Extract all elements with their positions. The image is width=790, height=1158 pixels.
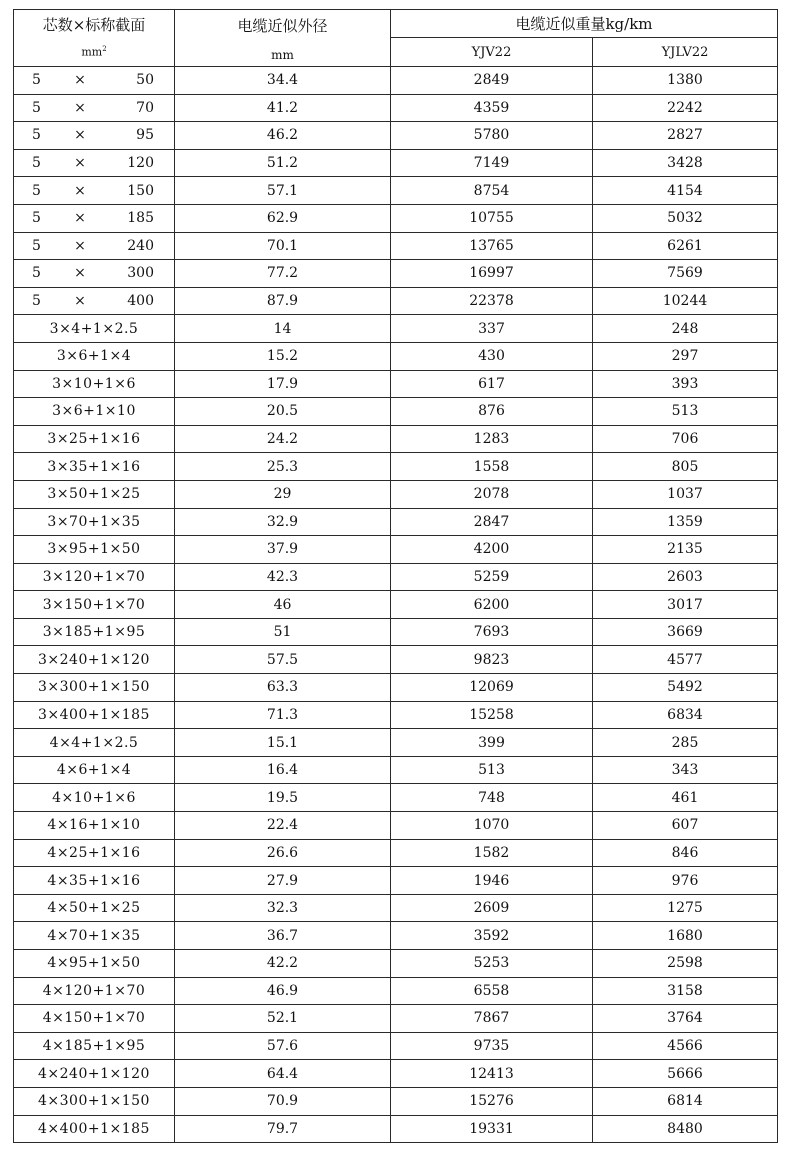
spec-combo: 4×16+1×10	[47, 817, 141, 834]
table-row	[14, 1115, 778, 1143]
spec-cell	[14, 756, 175, 784]
spec-cell	[14, 204, 175, 232]
yjv22-weight-cell: 1283	[391, 425, 593, 453]
spec-combo: 4×10+1×6	[52, 789, 136, 806]
spec-area: 400	[127, 293, 154, 310]
header-yjv22: YJV22	[391, 38, 593, 67]
spec-cores: 5	[32, 237, 41, 254]
spec-combo: 3×4+1×2.5	[49, 320, 139, 337]
spec-cell	[14, 950, 175, 978]
spec-cell	[14, 342, 175, 370]
diameter-cell: 51.2	[175, 149, 391, 177]
yjv22-weight-cell: 7149	[391, 149, 593, 177]
spec-times: ×	[74, 127, 86, 144]
header-spec-unit-exp: 2	[102, 45, 107, 54]
diameter-cell: 57.5	[175, 646, 391, 674]
table-row	[14, 674, 778, 702]
spec-times: ×	[74, 182, 86, 199]
diameter-cell: 71.3	[175, 701, 391, 729]
spec-cell	[14, 729, 175, 757]
yjlv22-weight-cell: 4154	[593, 177, 778, 205]
table-row	[14, 867, 778, 895]
spec-area: 150	[127, 182, 154, 199]
table-row	[14, 729, 778, 757]
cable-spec-sheet	[13, 9, 777, 1143]
spec-cell	[14, 1005, 175, 1033]
yjlv22-weight-cell: 5492	[593, 674, 778, 702]
yjv22-weight-cell: 6200	[391, 591, 593, 619]
spec-cores: 5	[32, 265, 41, 282]
spec-cell	[14, 812, 175, 840]
spec-combo: 3×70+1×35	[47, 513, 141, 530]
table-row	[14, 646, 778, 674]
table-row	[14, 453, 778, 481]
diameter-cell: 16.4	[175, 756, 391, 784]
table-row	[14, 1060, 778, 1088]
yjlv22-weight-cell: 1359	[593, 508, 778, 536]
spec-cores: 5	[32, 127, 41, 144]
table-row	[14, 370, 778, 398]
spec-combo: 3×120+1×70	[42, 568, 146, 585]
diameter-cell: 15.1	[175, 729, 391, 757]
yjv22-weight-cell: 748	[391, 784, 593, 812]
diameter-cell: 34.4	[175, 67, 391, 95]
spec-cell	[14, 1060, 175, 1088]
yjlv22-weight-cell: 846	[593, 839, 778, 867]
table-row	[14, 894, 778, 922]
yjlv22-weight-cell: 6834	[593, 701, 778, 729]
diameter-cell: 32.3	[175, 894, 391, 922]
spec-cell	[14, 149, 175, 177]
spec-times: ×	[74, 237, 86, 254]
yjv22-weight-cell: 5780	[391, 122, 593, 150]
table-row	[14, 287, 778, 315]
diameter-cell: 17.9	[175, 370, 391, 398]
yjlv22-weight-cell: 513	[593, 398, 778, 426]
diameter-cell: 25.3	[175, 453, 391, 481]
spec-cell	[14, 480, 175, 508]
spec-combo: 4×6+1×4	[56, 762, 132, 779]
cable-spec-table	[13, 9, 778, 1143]
diameter-cell: 42.2	[175, 950, 391, 978]
spec-cell	[14, 563, 175, 591]
diameter-cell: 24.2	[175, 425, 391, 453]
spec-split	[14, 155, 174, 171]
diameter-cell: 79.7	[175, 1115, 391, 1143]
yjlv22-weight-cell: 7569	[593, 260, 778, 288]
spec-cores: 5	[32, 182, 41, 199]
diameter-cell: 77.2	[175, 260, 391, 288]
diameter-cell: 22.4	[175, 812, 391, 840]
spec-cell	[14, 1087, 175, 1115]
spec-combo: 4×4+1×2.5	[49, 734, 139, 751]
diameter-cell: 14	[175, 315, 391, 343]
spec-area: 70	[136, 99, 154, 116]
yjv22-weight-cell: 513	[391, 756, 593, 784]
spec-combo: 4×240+1×120	[38, 1065, 150, 1082]
table-row	[14, 701, 778, 729]
diameter-cell: 29	[175, 480, 391, 508]
yjv22-weight-cell: 4200	[391, 536, 593, 564]
yjlv22-weight-cell: 297	[593, 342, 778, 370]
spec-cell	[14, 1115, 175, 1143]
spec-cell	[14, 122, 175, 150]
yjv22-weight-cell: 4359	[391, 94, 593, 122]
spec-combo: 3×35+1×16	[47, 458, 141, 475]
header-diameter	[175, 10, 391, 67]
spec-cell	[14, 784, 175, 812]
yjv22-weight-cell: 337	[391, 315, 593, 343]
table-header	[14, 10, 778, 67]
spec-combo: 4×120+1×70	[42, 982, 146, 999]
spec-area: 95	[136, 127, 154, 144]
table-row	[14, 315, 778, 343]
header-spec	[14, 10, 175, 67]
yjlv22-weight-cell: 6261	[593, 232, 778, 260]
yjv22-weight-cell: 9735	[391, 1032, 593, 1060]
diameter-cell: 46.9	[175, 977, 391, 1005]
spec-combo: 4×25+1×16	[47, 844, 141, 861]
spec-combo: 3×150+1×70	[42, 596, 146, 613]
spec-cell	[14, 618, 175, 646]
yjv22-weight-cell: 1946	[391, 867, 593, 895]
yjlv22-weight-cell: 4566	[593, 1032, 778, 1060]
yjv22-weight-cell: 12413	[391, 1060, 593, 1088]
table-row	[14, 398, 778, 426]
yjv22-weight-cell: 876	[391, 398, 593, 426]
spec-cell	[14, 260, 175, 288]
header-spec-title: 芯数×标称截面	[42, 16, 146, 35]
table-row	[14, 342, 778, 370]
spec-split	[14, 100, 174, 116]
yjlv22-weight-cell: 607	[593, 812, 778, 840]
diameter-cell: 46	[175, 591, 391, 619]
spec-times: ×	[74, 72, 86, 89]
spec-split	[14, 293, 174, 309]
spec-cell	[14, 646, 175, 674]
yjv22-weight-cell: 10755	[391, 204, 593, 232]
spec-split	[14, 238, 174, 254]
yjlv22-weight-cell: 5032	[593, 204, 778, 232]
yjlv22-weight-cell: 2827	[593, 122, 778, 150]
yjlv22-weight-cell: 461	[593, 784, 778, 812]
spec-cell	[14, 867, 175, 895]
header-diameter-unit: mm	[271, 47, 294, 62]
spec-cell	[14, 315, 175, 343]
yjv22-weight-cell: 399	[391, 729, 593, 757]
diameter-cell: 37.9	[175, 536, 391, 564]
yjlv22-weight-cell: 2135	[593, 536, 778, 564]
yjlv22-weight-cell: 706	[593, 425, 778, 453]
yjlv22-weight-cell: 1380	[593, 67, 778, 95]
yjv22-weight-cell: 2609	[391, 894, 593, 922]
spec-area: 120	[127, 155, 154, 172]
spec-cell	[14, 922, 175, 950]
yjlv22-weight-cell: 3017	[593, 591, 778, 619]
diameter-cell: 51	[175, 618, 391, 646]
spec-times: ×	[74, 265, 86, 282]
spec-combo: 4×70+1×35	[47, 927, 141, 944]
yjv22-weight-cell: 617	[391, 370, 593, 398]
diameter-cell: 20.5	[175, 398, 391, 426]
spec-cell	[14, 94, 175, 122]
spec-combo: 3×185+1×95	[42, 624, 146, 641]
spec-cores: 5	[32, 210, 41, 227]
spec-cell	[14, 894, 175, 922]
spec-times: ×	[74, 210, 86, 227]
yjlv22-weight-cell: 3428	[593, 149, 778, 177]
spec-cell	[14, 701, 175, 729]
yjv22-weight-cell: 1558	[391, 453, 593, 481]
yjlv22-weight-cell: 6814	[593, 1087, 778, 1115]
spec-times: ×	[74, 155, 86, 172]
spec-combo: 3×400+1×185	[38, 706, 150, 723]
table-row	[14, 1032, 778, 1060]
table-row	[14, 149, 778, 177]
spec-combo: 3×6+1×10	[52, 403, 136, 420]
spec-combo: 4×150+1×70	[42, 1010, 146, 1027]
yjv22-weight-cell: 19331	[391, 1115, 593, 1143]
yjlv22-weight-cell: 2603	[593, 563, 778, 591]
spec-split	[14, 265, 174, 281]
diameter-cell: 70.1	[175, 232, 391, 260]
spec-combo: 3×50+1×25	[47, 486, 141, 503]
spec-cell	[14, 1032, 175, 1060]
spec-cores: 5	[32, 155, 41, 172]
spec-cell	[14, 508, 175, 536]
table-row	[14, 839, 778, 867]
table-row	[14, 480, 778, 508]
table-row	[14, 756, 778, 784]
yjv22-weight-cell: 2078	[391, 480, 593, 508]
spec-split	[14, 72, 174, 88]
table-row	[14, 94, 778, 122]
spec-combo: 4×185+1×95	[42, 1038, 146, 1055]
diameter-cell: 32.9	[175, 508, 391, 536]
yjlv22-weight-cell: 4577	[593, 646, 778, 674]
yjlv22-weight-cell: 1037	[593, 480, 778, 508]
spec-area: 185	[127, 210, 154, 227]
spec-cores: 5	[32, 293, 41, 310]
yjv22-weight-cell: 6558	[391, 977, 593, 1005]
diameter-cell: 62.9	[175, 204, 391, 232]
yjlv22-weight-cell: 976	[593, 867, 778, 895]
yjlv22-weight-cell: 3764	[593, 1005, 778, 1033]
yjv22-weight-cell: 9823	[391, 646, 593, 674]
yjlv22-weight-cell: 8480	[593, 1115, 778, 1143]
yjv22-weight-cell: 22378	[391, 287, 593, 315]
yjlv22-weight-cell: 805	[593, 453, 778, 481]
yjlv22-weight-cell: 3158	[593, 977, 778, 1005]
yjv22-weight-cell: 7867	[391, 1005, 593, 1033]
spec-cell	[14, 839, 175, 867]
table-row	[14, 812, 778, 840]
yjv22-weight-cell: 3592	[391, 922, 593, 950]
spec-cell	[14, 287, 175, 315]
yjlv22-weight-cell: 248	[593, 315, 778, 343]
table-row	[14, 177, 778, 205]
diameter-cell: 70.9	[175, 1087, 391, 1115]
spec-split	[14, 210, 174, 226]
spec-combo: 3×95+1×50	[47, 541, 141, 558]
diameter-cell: 41.2	[175, 94, 391, 122]
table-body	[14, 67, 778, 1143]
yjv22-weight-cell: 12069	[391, 674, 593, 702]
spec-split	[14, 127, 174, 143]
spec-cores: 5	[32, 99, 41, 116]
yjv22-weight-cell: 5259	[391, 563, 593, 591]
table-row	[14, 563, 778, 591]
yjlv22-weight-cell: 1275	[593, 894, 778, 922]
header-spec-unit-base: mm	[81, 45, 103, 59]
spec-cell	[14, 177, 175, 205]
spec-cell	[14, 370, 175, 398]
diameter-cell: 27.9	[175, 867, 391, 895]
diameter-cell: 57.1	[175, 177, 391, 205]
spec-cell	[14, 425, 175, 453]
header-row-1	[14, 10, 778, 38]
yjlv22-weight-cell: 285	[593, 729, 778, 757]
header-diameter-title: 电缆近似外径	[237, 16, 328, 35]
table-row	[14, 122, 778, 150]
table-row	[14, 508, 778, 536]
diameter-cell: 63.3	[175, 674, 391, 702]
yjv22-weight-cell: 5253	[391, 950, 593, 978]
diameter-cell: 64.4	[175, 1060, 391, 1088]
yjlv22-weight-cell: 393	[593, 370, 778, 398]
yjlv22-weight-cell: 10244	[593, 287, 778, 315]
spec-split	[14, 183, 174, 199]
yjv22-weight-cell: 15276	[391, 1087, 593, 1115]
yjlv22-weight-cell: 3669	[593, 618, 778, 646]
table-row	[14, 1087, 778, 1115]
spec-cores: 5	[32, 72, 41, 89]
spec-cell	[14, 674, 175, 702]
yjv22-weight-cell: 15258	[391, 701, 593, 729]
spec-cell	[14, 232, 175, 260]
spec-times: ×	[74, 293, 86, 310]
table-row	[14, 204, 778, 232]
table-row	[14, 260, 778, 288]
table-row	[14, 618, 778, 646]
spec-times: ×	[74, 99, 86, 116]
table-row	[14, 232, 778, 260]
yjlv22-weight-cell: 1680	[593, 922, 778, 950]
table-row	[14, 977, 778, 1005]
yjv22-weight-cell: 1582	[391, 839, 593, 867]
header-spec-unit	[81, 45, 106, 59]
spec-combo: 4×35+1×16	[47, 872, 141, 889]
table-row	[14, 922, 778, 950]
spec-combo: 3×6+1×4	[56, 348, 132, 365]
table-row	[14, 950, 778, 978]
spec-cell	[14, 591, 175, 619]
header-yjlv22: YJLV22	[593, 38, 778, 67]
diameter-cell: 26.6	[175, 839, 391, 867]
table-row	[14, 591, 778, 619]
spec-cell	[14, 536, 175, 564]
spec-cell	[14, 398, 175, 426]
diameter-cell: 57.6	[175, 1032, 391, 1060]
spec-combo: 3×25+1×16	[47, 431, 141, 448]
spec-combo: 3×300+1×150	[38, 679, 150, 696]
yjv22-weight-cell: 2849	[391, 67, 593, 95]
spec-combo: 4×50+1×25	[47, 900, 141, 917]
diameter-cell: 19.5	[175, 784, 391, 812]
spec-area: 300	[127, 265, 154, 282]
diameter-cell: 15.2	[175, 342, 391, 370]
header-weight: 电缆近似重量kg/km	[391, 10, 778, 38]
spec-combo: 4×300+1×150	[38, 1093, 150, 1110]
diameter-cell: 46.2	[175, 122, 391, 150]
spec-cell	[14, 67, 175, 95]
table-row	[14, 1005, 778, 1033]
spec-combo: 3×10+1×6	[52, 375, 136, 392]
spec-area: 50	[136, 72, 154, 89]
diameter-cell: 87.9	[175, 287, 391, 315]
yjv22-weight-cell: 8754	[391, 177, 593, 205]
yjv22-weight-cell: 430	[391, 342, 593, 370]
spec-area: 240	[127, 237, 154, 254]
spec-combo: 4×95+1×50	[47, 955, 141, 972]
yjv22-weight-cell: 16997	[391, 260, 593, 288]
yjlv22-weight-cell: 5666	[593, 1060, 778, 1088]
spec-cell	[14, 977, 175, 1005]
diameter-cell: 52.1	[175, 1005, 391, 1033]
diameter-cell: 36.7	[175, 922, 391, 950]
yjlv22-weight-cell: 2598	[593, 950, 778, 978]
diameter-cell: 42.3	[175, 563, 391, 591]
yjv22-weight-cell: 2847	[391, 508, 593, 536]
yjv22-weight-cell: 1070	[391, 812, 593, 840]
yjlv22-weight-cell: 343	[593, 756, 778, 784]
spec-combo: 4×400+1×185	[38, 1120, 150, 1137]
yjv22-weight-cell: 13765	[391, 232, 593, 260]
yjv22-weight-cell: 7693	[391, 618, 593, 646]
table-row	[14, 536, 778, 564]
table-row	[14, 67, 778, 95]
spec-combo: 3×240+1×120	[38, 651, 150, 668]
spec-cell	[14, 453, 175, 481]
yjlv22-weight-cell: 2242	[593, 94, 778, 122]
table-row	[14, 784, 778, 812]
table-row	[14, 425, 778, 453]
